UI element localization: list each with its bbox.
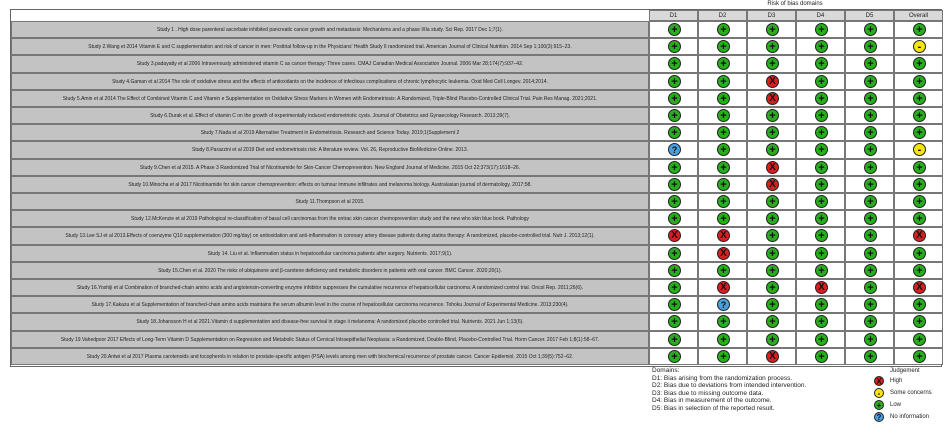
- study-label: Study 19.Vahedpoor 2017 Effects of Long-Term Vitamin D Supplementation on Regression and Metabolic Status of Cervical Intraepithelial Neoplasia: a Randomized, Double-Blind, Placebo-Controlled Trial. Horm Cancer. 2017 Feb 1;8(1):58–67.: [11, 331, 649, 348]
- judgement-cell: [845, 331, 894, 348]
- judgement-dot: +: [864, 195, 877, 208]
- judgement-cell: [649, 210, 698, 227]
- judgement-cell: [747, 262, 796, 279]
- judgement-dot: +: [864, 57, 877, 70]
- judgement-cell: [649, 38, 698, 55]
- judgement-legend-symbol: -: [874, 388, 884, 398]
- judgement-dot: +: [913, 23, 926, 36]
- judgement-cell: [698, 38, 747, 55]
- judgement-dot: +: [864, 229, 877, 242]
- judgement-cell: [845, 193, 894, 210]
- domains-legend-title: Domains:: [652, 367, 680, 374]
- judgement-cell: [796, 193, 845, 210]
- judgement-cell: [698, 90, 747, 107]
- judgement-dot: +: [717, 109, 730, 122]
- judgement-cell: [845, 227, 894, 244]
- judgement-cell: [649, 55, 698, 72]
- judgement-dot: +: [668, 247, 681, 260]
- judgement-cell: [894, 55, 943, 72]
- study-label: Study 3.padayatty et al 2006 Intravenously administered vitamin C as cancer therapy: Three cases. CMAJ Canadian Medical Association Journal. 2006 Mar 28;174(7):937–42.: [11, 55, 649, 72]
- judgement-cell: [649, 90, 698, 107]
- judgement-cell: [747, 296, 796, 313]
- judgement-cell: [796, 21, 845, 38]
- judgement-dot: X: [717, 229, 730, 242]
- study-label: Study 9.Chen et al 2015. A Phase 3 Randomized Trial of Nicotinamide for Skin-Cancer Chemoprevention. New England Journal of Medicine. 2015 Oct 22;373(17):1618–26.: [11, 159, 649, 176]
- judgement-dot: +: [766, 195, 779, 208]
- judgement-cell: [796, 73, 845, 90]
- judgement-dot: +: [717, 333, 730, 346]
- judgement-dot: +: [815, 315, 828, 328]
- judgement-cell: [796, 313, 845, 330]
- judgement-dot: X: [717, 247, 730, 260]
- judgement-cell: [649, 141, 698, 158]
- judgement-cell: [796, 124, 845, 141]
- judgement-cell: [698, 245, 747, 262]
- judgement-dot: +: [864, 298, 877, 311]
- judgement-dot: +: [717, 178, 730, 191]
- judgement-cell: [698, 73, 747, 90]
- judgement-dot: +: [668, 350, 681, 363]
- judgement-cell: [698, 141, 747, 158]
- study-label: Study 2.Wang et 2014 Vitamin E and C supplementation and risk of cancer in men: Posttrial follow-up in the Physicians' Health Study II randomized trial. American Journal of Clinical Nutrition. 2014 Sep 1;100(3):915–23.: [11, 38, 649, 55]
- judgement-cell: [649, 262, 698, 279]
- domain-legend-item: D3: Bias due to missing outcome data.: [652, 389, 764, 397]
- judgement-dot: +: [668, 264, 681, 277]
- judgement-dot: +: [668, 212, 681, 225]
- judgement-legend-item: [870, 376, 942, 388]
- judgement-cell: [845, 313, 894, 330]
- judgement-cell: [845, 176, 894, 193]
- judgement-dot: +: [864, 350, 877, 363]
- judgement-cell: [649, 159, 698, 176]
- judgement-cell: [845, 210, 894, 227]
- judgement-dot: +: [766, 212, 779, 225]
- judgement-cell: [747, 73, 796, 90]
- judgement-dot: +: [815, 161, 828, 174]
- judgement-cell: [747, 107, 796, 124]
- judgement-dot: +: [864, 126, 877, 139]
- judgement-dot: X: [766, 178, 779, 191]
- judgement-cell: [747, 176, 796, 193]
- judgement-legend-label: Some concerns: [890, 390, 932, 396]
- domain-legend-item: D1: Bias arising from the randomization process.: [652, 374, 793, 382]
- judgement-dot: +: [815, 178, 828, 191]
- judgement-cell: [698, 279, 747, 296]
- judgement-dot: +: [864, 75, 877, 88]
- judgement-dot: +: [668, 57, 681, 70]
- judgement-dot: +: [717, 92, 730, 105]
- judgement-cell: [747, 21, 796, 38]
- column-header-d3: D3: [747, 10, 796, 21]
- judgement-cell: [747, 55, 796, 72]
- study-label: Study 6.Durak et al. Effect of vitamin C on the growth of experimentally induced endometriotic cysts. Journal of Obstetrics and Gynaecology Research. 2013;39(7).: [11, 107, 649, 124]
- judgement-cell: [894, 331, 943, 348]
- judgement-cell: [894, 296, 943, 313]
- judgement-dot: +: [766, 298, 779, 311]
- judgement-cell: [845, 279, 894, 296]
- judgement-dot: +: [913, 264, 926, 277]
- judgement-dot: +: [717, 40, 730, 53]
- judgement-cell: [698, 296, 747, 313]
- chart-title: Risk of bias domains: [767, 1, 823, 7]
- judgement-cell: [649, 176, 698, 193]
- judgement-cell: [796, 38, 845, 55]
- judgement-dot: +: [864, 40, 877, 53]
- judgement-cell: [845, 159, 894, 176]
- judgement-dot: +: [864, 281, 877, 294]
- judgement-cell: [894, 124, 943, 141]
- judgement-dot: +: [766, 109, 779, 122]
- judgement-cell: [649, 245, 698, 262]
- judgement-cell: [698, 107, 747, 124]
- judgement-dot: +: [717, 264, 730, 277]
- judgement-dot: +: [766, 229, 779, 242]
- judgement-cell: [894, 245, 943, 262]
- judgement-dot: +: [766, 23, 779, 36]
- judgement-cell: [698, 159, 747, 176]
- judgement-legend-item: [870, 388, 942, 400]
- judgement-dot: +: [864, 23, 877, 36]
- judgement-dot: -: [913, 143, 926, 156]
- judgement-dot: +: [668, 315, 681, 328]
- judgement-cell: [894, 176, 943, 193]
- judgement-dot: +: [864, 143, 877, 156]
- judgement-dot: +: [668, 92, 681, 105]
- study-label: Study 8.Parazzini et al 2019 Diet and endometriosis risk: A literature review. Vol. 26, Reproductive BioMedicine Online. 2013.: [11, 141, 649, 158]
- judgement-dot: +: [864, 161, 877, 174]
- judgement-dot: +: [864, 315, 877, 328]
- judgement-dot: +: [913, 161, 926, 174]
- judgement-dot: +: [717, 350, 730, 363]
- judgement-cell: [845, 21, 894, 38]
- judgement-cell: [894, 193, 943, 210]
- judgement-dot: +: [815, 143, 828, 156]
- judgement-cell: [747, 90, 796, 107]
- judgement-dot: +: [913, 92, 926, 105]
- judgement-cell: [796, 331, 845, 348]
- judgement-cell: [845, 55, 894, 72]
- judgement-cell: [747, 313, 796, 330]
- judgement-dot: +: [717, 126, 730, 139]
- judgement-cell: [698, 313, 747, 330]
- study-label: Study 4.Gaman et al 2014 The role of oxidative stress and the effects of antioxidants on the incidence of infectious complications of chronic lymphocytic leukemia. Oxid Med Cell Longev. 2014;2014.: [11, 73, 649, 90]
- judgement-cell: [698, 227, 747, 244]
- judgement-dot: +: [815, 264, 828, 277]
- judgement-cell: [796, 227, 845, 244]
- judgement-dot: +: [864, 109, 877, 122]
- judgement-cell: [747, 245, 796, 262]
- judgement-dot: X: [815, 281, 828, 294]
- judgement-cell: [796, 210, 845, 227]
- judgement-cell: [845, 124, 894, 141]
- judgement-dot: +: [913, 126, 926, 139]
- column-header-d1: D1: [649, 10, 698, 21]
- study-label: Study 11.Thompson et al 2015.: [11, 193, 649, 210]
- judgement-cell: [894, 159, 943, 176]
- judgement-dot: +: [766, 143, 779, 156]
- judgement-dot: +: [717, 315, 730, 328]
- column-header-row: [649, 10, 943, 21]
- judgement-cell: [747, 193, 796, 210]
- judgement-dot: +: [717, 195, 730, 208]
- judgement-dot: +: [766, 281, 779, 294]
- judgement-dot: X: [913, 229, 926, 242]
- judgement-legend: [870, 367, 942, 424]
- judgement-dot: +: [913, 57, 926, 70]
- judgement-cell: [894, 313, 943, 330]
- judgement-dot: +: [668, 109, 681, 122]
- judgement-cell: [649, 331, 698, 348]
- judgement-cell: [747, 124, 796, 141]
- judgement-dot: -: [913, 40, 926, 53]
- risk-of-bias-grid: [10, 9, 942, 367]
- judgement-legend-label: No information: [890, 414, 930, 420]
- judgement-cell: [698, 124, 747, 141]
- judgement-cell: [747, 159, 796, 176]
- judgement-dot: +: [766, 40, 779, 53]
- judgement-dot: +: [766, 247, 779, 260]
- judgement-dot: +: [815, 333, 828, 346]
- study-label: Study 1 . High dose parenteral ascorbate inhibited pancreatic cancer growth and metastasis: Mechanisms and a phase I/IIa study. Sci Rep. 2017 Dec 1;7(1).: [11, 21, 649, 38]
- judgement-dot: X: [668, 229, 681, 242]
- judgement-dot: +: [815, 195, 828, 208]
- judgement-dot: +: [864, 333, 877, 346]
- judgement-cell: [796, 55, 845, 72]
- study-label: Study 12.McKenzie et al 2019 Pathological re-classification of basal cell carcinomas from the ontrac skin cancer chemoprevention study and the new who skin blue book. Pathology: [11, 210, 649, 227]
- judgement-cell: [796, 279, 845, 296]
- judgement-dot: +: [668, 178, 681, 191]
- judgement-cell: [845, 348, 894, 365]
- judgement-dot: +: [766, 264, 779, 277]
- study-label: Study 15.Chen et al. 2020 The risks of ubiquinone and β-carotene deficiency and metabolic disorders in patients with oral cancer. BMC Cancer. 2020;20(1).: [11, 262, 649, 279]
- judgement-cell: [698, 331, 747, 348]
- study-label: Study 7.Nada et al 2019 Alternative Treatment in Endometriosis. Research and Science Today. 2019;1(Supplement 2: [11, 124, 649, 141]
- judgement-legend-symbol: ?: [874, 412, 884, 422]
- judgement-cell: [649, 193, 698, 210]
- judgement-dot: +: [815, 350, 828, 363]
- judgement-cell: [845, 141, 894, 158]
- judgement-cell: [649, 124, 698, 141]
- judgement-legend-title: Judgement: [890, 368, 920, 374]
- judgement-cell: [845, 90, 894, 107]
- domains-legend: [652, 367, 852, 413]
- judgement-cell: [845, 73, 894, 90]
- column-header-d4: D4: [796, 10, 845, 21]
- judgement-cell: [796, 296, 845, 313]
- column-header-d2: D2: [698, 10, 747, 21]
- judgement-dot: +: [766, 333, 779, 346]
- judgement-cell: [649, 313, 698, 330]
- judgement-dot: +: [815, 57, 828, 70]
- judgement-dot: +: [717, 161, 730, 174]
- judgement-dot: +: [913, 75, 926, 88]
- judgement-cell: [747, 141, 796, 158]
- judgement-dot: +: [668, 195, 681, 208]
- judgement-cell: [894, 38, 943, 55]
- judgement-cell: [698, 348, 747, 365]
- judgement-dot: +: [815, 92, 828, 105]
- judgement-cell: [894, 73, 943, 90]
- judgement-cell: [894, 279, 943, 296]
- domain-legend-item: D5: Bias in selection of the reported result.: [652, 404, 775, 412]
- study-label: Study 20.Antwi et al 2017 Plasma carotenoids and tocopherols in relation to prostate-specific antigen (PSA) levels among men with biochemical recurrence of prostate cancer. Cancer Epidemiol. 2015 Oct 1;39(5):752–62.: [11, 348, 649, 365]
- judgement-cell: [894, 107, 943, 124]
- judgement-dot: +: [668, 75, 681, 88]
- study-label: Study 13.Lee SJ et al 2013.Effects of coenzyme Q10 supplementation (300 mg/day) on antioxidation and anti-inflammation in coronary artery disease patients during statins therapy: A randomized, placebo-controlled trial. Nutr J. 2013;12(1).: [11, 227, 649, 244]
- judgement-dot: X: [913, 281, 926, 294]
- judgement-dot: +: [913, 315, 926, 328]
- judgement-cell: [649, 21, 698, 38]
- judgement-cell: [894, 262, 943, 279]
- study-label: Study 14. Liu et al. Inflammation status in hepatocellular carcinoma patients after surgery. Nutrients. 2017;9(1).: [11, 245, 649, 262]
- judgement-legend-label: High: [890, 378, 903, 384]
- judgement-cell: [747, 331, 796, 348]
- judgement-legend-symbol: X: [874, 376, 884, 386]
- study-label: Study 10.Minocha et al 2017 Nicotinamide for skin cancer chemoprevention: effects on tumour immune infiltrates and melanoma biology. Australasian journal of dermatology. 2017;58.: [11, 176, 649, 193]
- judgement-dot: +: [815, 247, 828, 260]
- judgement-cell: [649, 107, 698, 124]
- column-header-overall: Overall: [894, 10, 943, 21]
- judgement-cell: [796, 176, 845, 193]
- judgement-dot: X: [766, 350, 779, 363]
- judgement-cell: [747, 210, 796, 227]
- judgement-dot: +: [717, 143, 730, 156]
- study-label: Study 5.Amin et al 2014 The Effect of Combined Vitamin C and Vitamin e Supplementation on Oxidative Stress Markers in Women with Endometriosis: A Randomized, Triple-Blind Placebo-Controlled Clinical Trial. Pain Res Manag. 2021;2021.: [11, 90, 649, 107]
- study-label: Study 16.Yoshiji et al Combination of branched-chain amino acids and angiotensin-converting enzyme inhibitor suppresses the cumulative recurrence of hepatocellular carcinoma: A randomized control trial. Oncol Rep. 2011;26(6).: [11, 279, 649, 296]
- judgement-cell: [747, 227, 796, 244]
- judgement-dot: ?: [668, 143, 681, 156]
- judgement-dot: +: [815, 40, 828, 53]
- judgement-dot: ?: [717, 298, 730, 311]
- judgement-dot: +: [913, 109, 926, 122]
- judgement-dot: +: [913, 350, 926, 363]
- column-header-d5: D5: [845, 10, 894, 21]
- judgement-dot: +: [815, 212, 828, 225]
- judgement-legend-item: [870, 400, 942, 412]
- judgement-cell: [894, 348, 943, 365]
- judgement-cell: [698, 21, 747, 38]
- judgement-dot: +: [913, 247, 926, 260]
- study-label: Study 18.Johansson H et al 2021.Vitamin d supplementation and disease-free survival in stage ii melanoma: A randomized placebo controlled trial. Nutrients. 2021 Jun 1;13(6).: [11, 313, 649, 330]
- judgement-dot: +: [913, 195, 926, 208]
- judgement-dot: +: [864, 212, 877, 225]
- judgement-dot: +: [766, 315, 779, 328]
- judgement-legend-label: Low: [890, 402, 902, 408]
- judgement-cell: [845, 262, 894, 279]
- judgement-cell: [649, 296, 698, 313]
- judgement-dot: +: [913, 212, 926, 225]
- judgement-cell: [698, 262, 747, 279]
- judgement-cell: [649, 348, 698, 365]
- judgement-cell: [698, 193, 747, 210]
- judgement-dot: +: [913, 333, 926, 346]
- judgement-cell: [747, 279, 796, 296]
- judgement-dot: +: [668, 40, 681, 53]
- judgement-dot: +: [717, 212, 730, 225]
- judgement-dot: +: [864, 247, 877, 260]
- domain-legend-item: D2: Bias due to deviations from intended intervention.: [652, 382, 807, 390]
- judgement-dot: +: [668, 281, 681, 294]
- judgement-dot: +: [668, 333, 681, 346]
- judgement-cell: [698, 176, 747, 193]
- judgement-dot: +: [766, 57, 779, 70]
- judgement-cell: [796, 107, 845, 124]
- judgement-dot: +: [864, 178, 877, 191]
- judgement-dot: +: [913, 178, 926, 191]
- judgement-cell: [747, 38, 796, 55]
- judgement-legend-symbol: +: [874, 400, 884, 410]
- judgement-dot: +: [668, 298, 681, 311]
- judgement-dot: +: [913, 298, 926, 311]
- judgement-dot: +: [864, 264, 877, 277]
- judgement-dot: +: [815, 229, 828, 242]
- judgement-cell: [845, 245, 894, 262]
- domain-legend-item: D4: Bias in measurement of the outcome.: [652, 397, 772, 405]
- judgement-cell: [845, 107, 894, 124]
- judgement-cell: [796, 245, 845, 262]
- judgement-cell: [649, 227, 698, 244]
- judgement-cell: [796, 159, 845, 176]
- judgement-cell: [845, 38, 894, 55]
- judgement-dot: +: [717, 23, 730, 36]
- judgement-cell: [796, 141, 845, 158]
- judgement-dot: X: [766, 75, 779, 88]
- judgement-dot: +: [717, 75, 730, 88]
- judgement-dot: +: [815, 126, 828, 139]
- judgement-dot: X: [766, 161, 779, 174]
- judgement-cell: [894, 90, 943, 107]
- judgement-cell: [796, 348, 845, 365]
- judgement-dot: +: [815, 23, 828, 36]
- judgement-dot: X: [766, 92, 779, 105]
- judgement-dot: +: [668, 126, 681, 139]
- study-label: Study 17.Kakazu et al Supplementation of branched-chain amino acids maintains the serum albumin level in the course of hepatocellular carcinoma recurrence. Tohoku Journal of Experimental Medicine. 2013;230(4).: [11, 296, 649, 313]
- judgement-dot: +: [815, 75, 828, 88]
- judgement-cell: [894, 210, 943, 227]
- judgement-cell: [845, 296, 894, 313]
- judgement-dot: +: [717, 57, 730, 70]
- judgement-legend-item: [870, 412, 942, 424]
- judgement-dot: +: [815, 109, 828, 122]
- judgement-dot: +: [864, 92, 877, 105]
- judgement-dot: +: [668, 23, 681, 36]
- judgement-cell: [796, 90, 845, 107]
- judgement-dot: +: [668, 161, 681, 174]
- judgement-cell: [894, 21, 943, 38]
- judgement-dot: +: [815, 298, 828, 311]
- judgement-cell: [649, 279, 698, 296]
- judgement-dot: +: [766, 126, 779, 139]
- y-axis-label-wrap: [0, 9, 10, 367]
- judgement-cell: [698, 55, 747, 72]
- judgement-cell: [894, 141, 943, 158]
- judgement-cell: [649, 73, 698, 90]
- judgement-cell: [747, 348, 796, 365]
- judgement-cell: [796, 262, 845, 279]
- judgement-cell: [698, 210, 747, 227]
- judgement-dot: X: [717, 281, 730, 294]
- judgement-cell: [894, 227, 943, 244]
